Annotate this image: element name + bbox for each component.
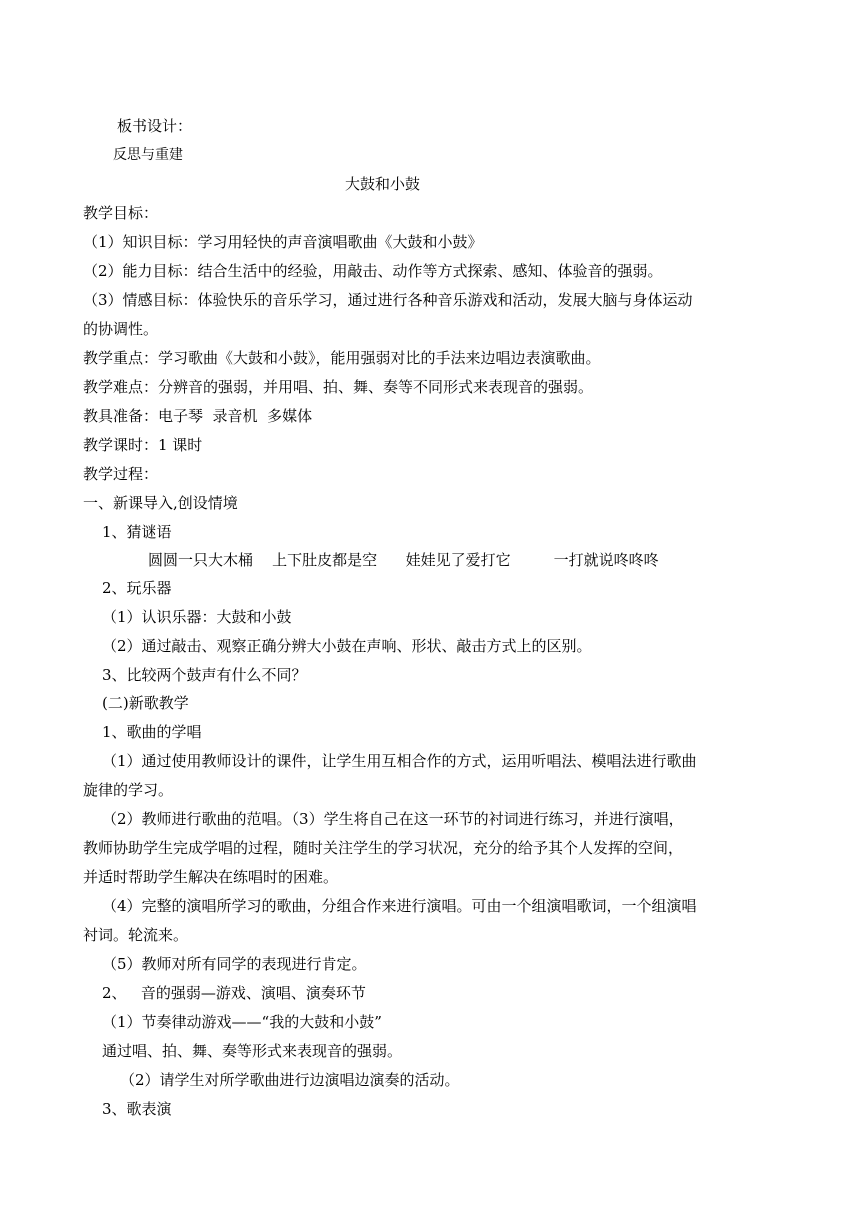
objective-ability: （2）能力目标：结合生活中的经验，用敲击、动作等方式探索、感知、体验音的强弱。 — [83, 262, 663, 280]
board-design-label: 板书设计： — [117, 117, 193, 135]
section1-item3: 3、比较两个鼓声有什么不同？ — [102, 666, 307, 684]
objectives-heading: 教学目标： — [83, 204, 159, 222]
objective-knowledge: （1）知识目标：学习用轻快的声音演唱歌曲《大鼓和小鼓》 — [83, 233, 483, 251]
section2-item3: 3、歌表演 — [102, 1100, 172, 1118]
difficulty: 教学难点：分辨音的强弱，并用唱、拍、舞、奏等不同形式来表现音的强弱。 — [83, 378, 594, 396]
section1-heading: 一、新课导入,创设情境 — [83, 494, 238, 512]
section2-item2-a-text: 通过唱、拍、舞、奏等形式来表现音的强弱。 — [102, 1042, 403, 1060]
section2-p1-line2: 旋律的学习。 — [83, 781, 174, 799]
section2-p1-line1: （1）通过使用教师设计的课件，让学生用互相合作的方式，运用听唱法、模唱法进行歌曲 — [102, 752, 697, 770]
section1-item1: 1、猜谜语 — [102, 523, 172, 541]
section1-item2: 2、玩乐器 — [102, 579, 172, 597]
section1-item2-b: （2）通过敲击、观察正确分辨大小鼓在声响、形状、敲击方式上的区别。 — [102, 637, 592, 655]
document-title: 大鼓和小鼓 — [345, 175, 421, 193]
equipment: 教具准备：电子琴 录音机 多媒体 — [83, 407, 313, 425]
riddle-text: 圆圆一只大木桶 上下肚皮都是空 娃娃见了爱打它 一打就说咚咚咚 — [148, 551, 659, 569]
section2-p2-line2: 教师协助学生完成学唱的过程，随时关注学生的学习状况，充分的给予其个人发挥的空间， — [83, 839, 684, 857]
section2-p2-line3: 并适时帮助学生解决在练唱时的困难。 — [83, 868, 339, 886]
section2-p5: （5）教师对所有同学的表现进行肯定。 — [102, 955, 367, 973]
section2-item1: 1、歌曲的学唱 — [102, 723, 202, 741]
section2-p2-line1: （2）教师进行歌曲的范唱。（3）学生将自己在这一环节的衬词进行练习，并进行演唱， — [102, 810, 684, 828]
reflection-label: 反思与重建 — [113, 147, 183, 163]
key-point: 教学重点：学习歌曲《大鼓和小鼓》，能用强弱对比的手法来边唱边表演歌曲。 — [83, 349, 601, 367]
class-hours: 教学课时：1 课时 — [83, 436, 203, 454]
section2-item2: 2、 音的强弱—游戏、演唱、演奏环节 — [102, 984, 366, 1002]
section2-item2-b: （2）请学生对所学歌曲进行边演唱边演奏的活动。 — [120, 1071, 460, 1089]
section2-item2-a: （1）节奏律动游戏——“我的大鼓和小鼓” — [102, 1013, 382, 1031]
section2-p4-line1: （4）完整的演唱所学习的歌曲，分组合作来进行演唱。可由一个组演唱歌词，一个组演唱 — [102, 897, 697, 915]
objective-emotion-line2: 的协调性。 — [83, 320, 159, 338]
section2-p4-line2: 衬词。轮流来。 — [83, 926, 189, 944]
section2-heading: (二)新歌教学 — [102, 694, 189, 712]
objective-emotion-line1: （3）情感目标：体验快乐的音乐学习，通过进行各种音乐游戏和活动，发展大脑与身体运动 — [83, 291, 693, 309]
section1-item2-a: （1）认识乐器：大鼓和小鼓 — [102, 608, 292, 626]
process-heading: 教学过程： — [83, 465, 159, 483]
